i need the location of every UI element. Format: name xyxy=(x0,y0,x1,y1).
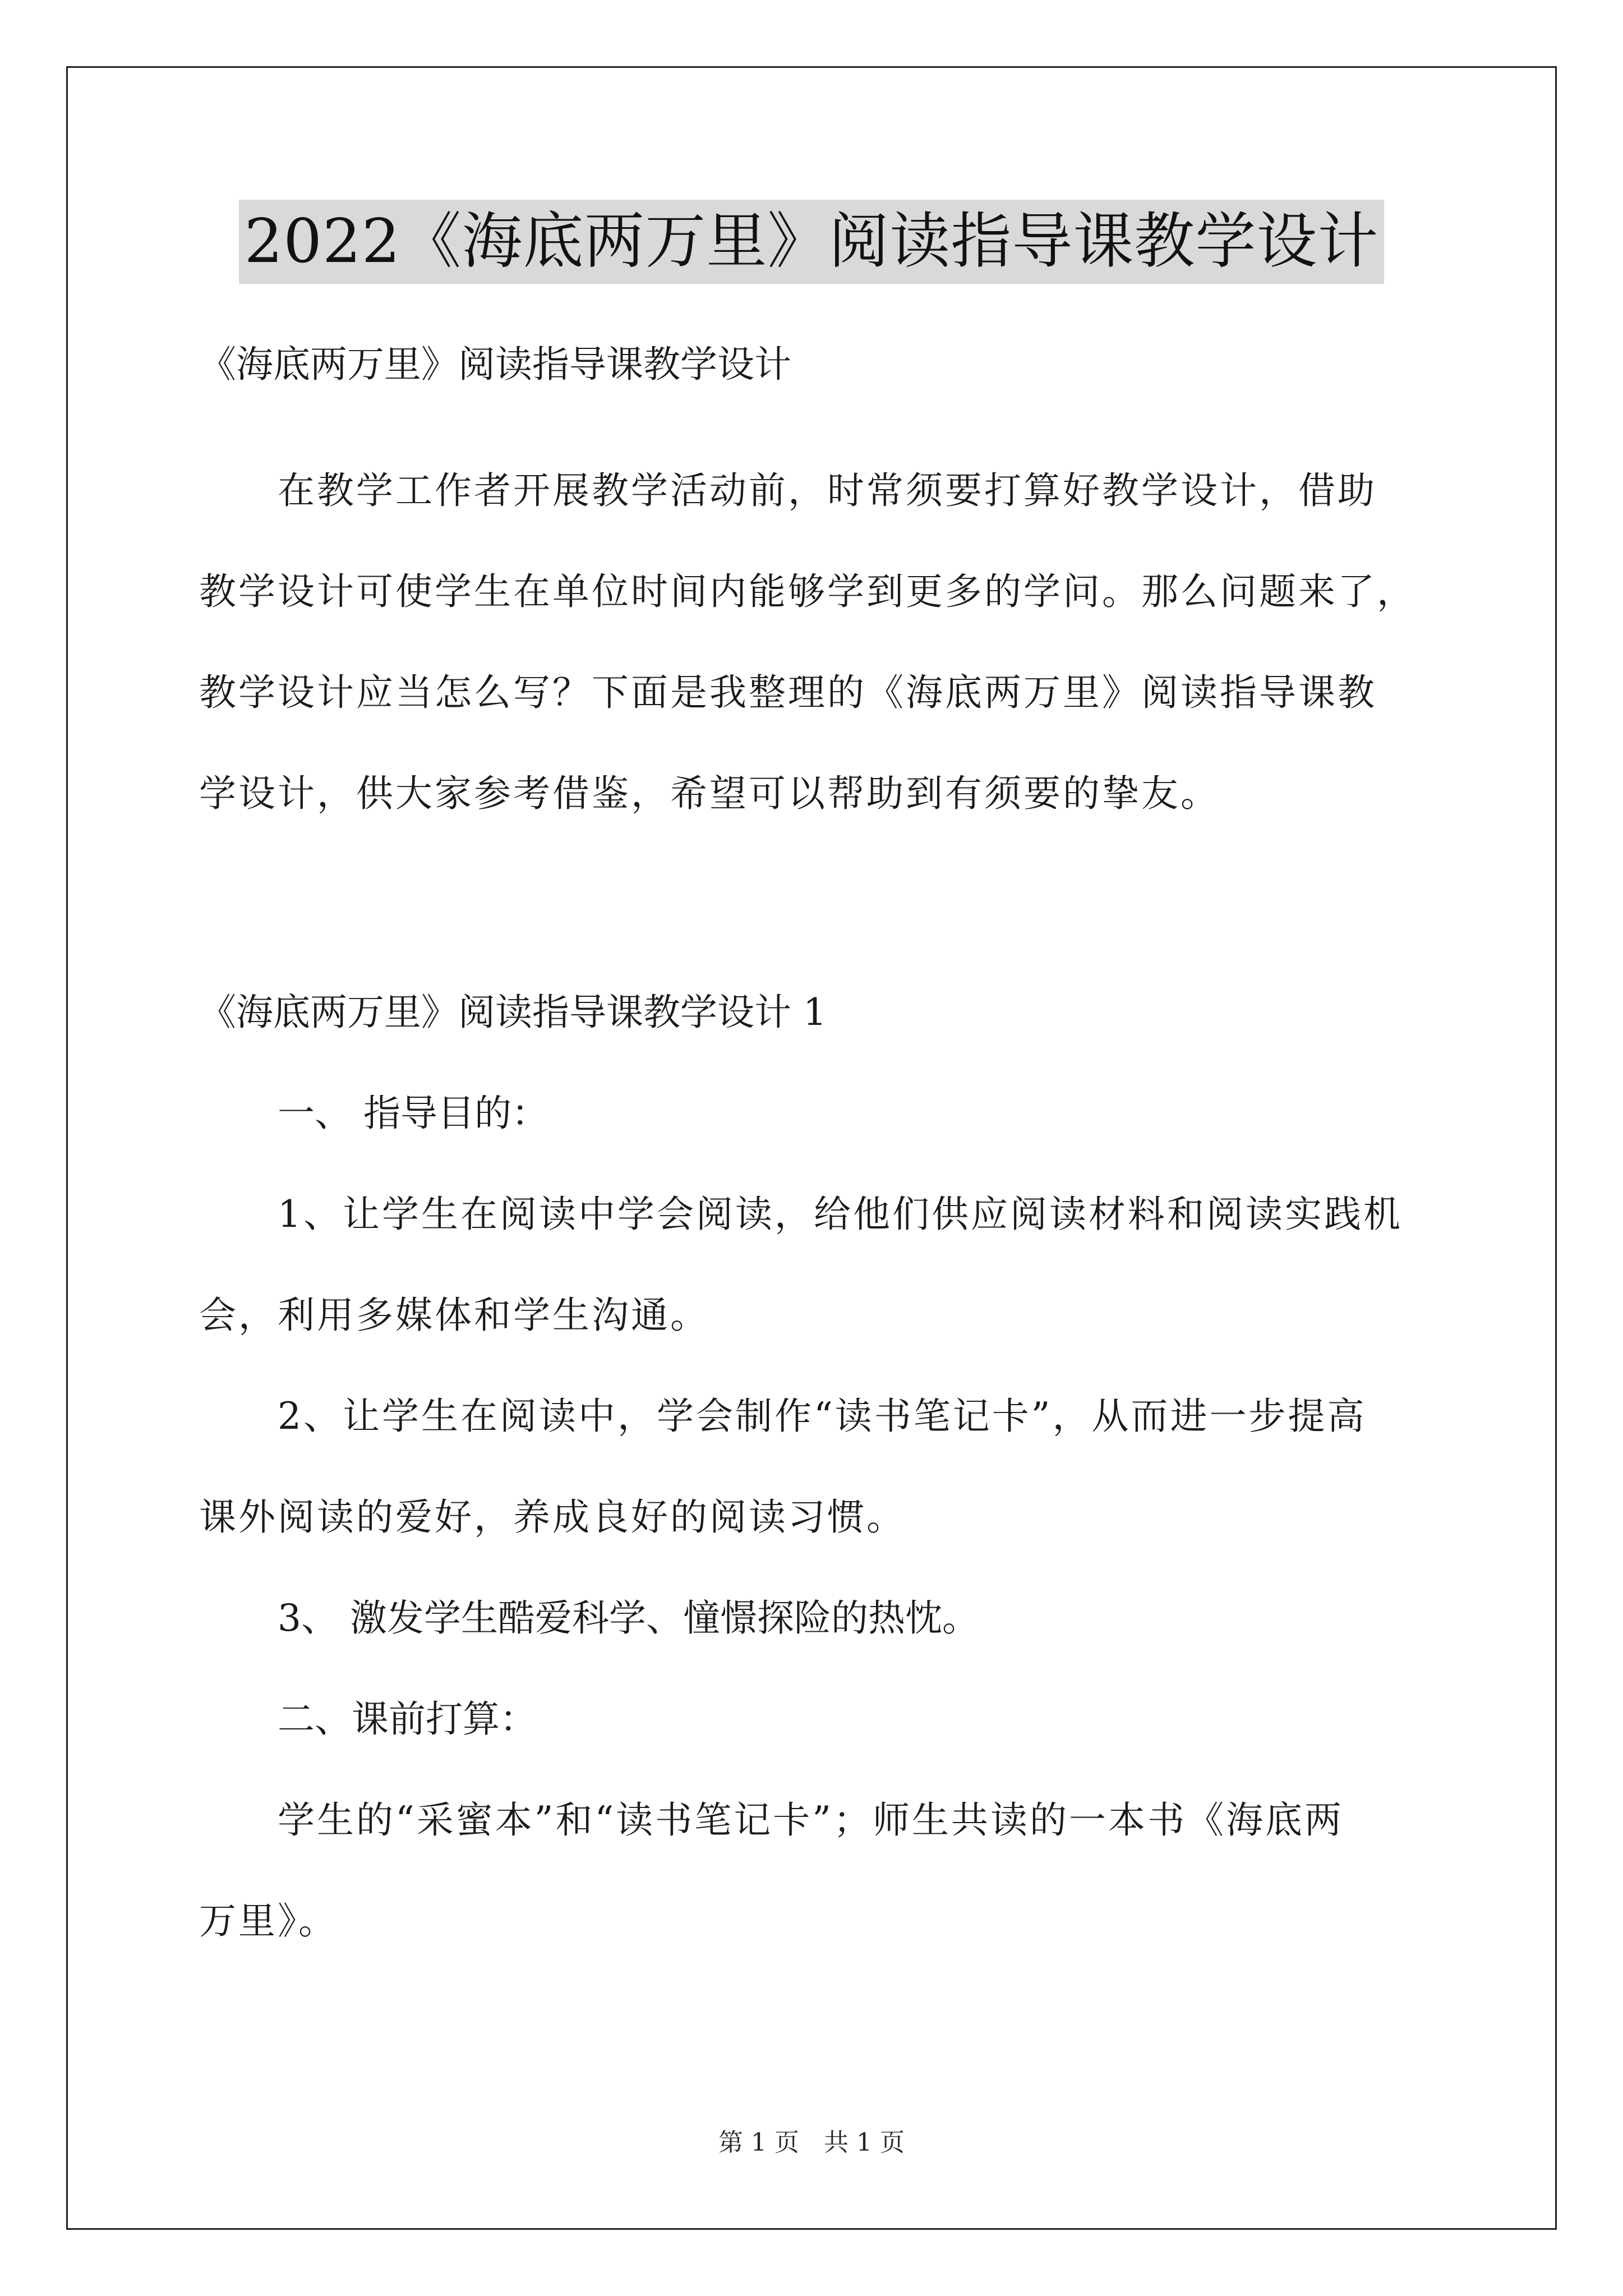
part2-heading: 二、课前打算： xyxy=(278,1697,537,1741)
intro-line: 教学设计应当怎么写？下面是我整理的《海底两万里》阅读指导课教 xyxy=(199,671,1377,714)
intro-line: 学设计，供大家参考借鉴，希望可以帮助到有须要的挚友。 xyxy=(199,772,1220,815)
document-title: 2022《海底两万里》阅读指导课教学设计 xyxy=(239,200,1385,284)
goal1-line: 1、让学生在阅读中学会阅读，给他们供应阅读材料和阅读实践机 xyxy=(278,1193,1403,1236)
page-footer xyxy=(0,2126,1623,2160)
intro-paragraph xyxy=(199,440,1433,844)
subtitle: 《海底两万里》阅读指导课教学设计 xyxy=(199,343,791,386)
section-heading: 《海底两万里》阅读指导课教学设计 1 xyxy=(199,991,827,1034)
goal2-line: 2、让学生在阅读中，学会制作“读书笔记卡”，从而进一步提高 xyxy=(278,1395,1367,1438)
page-number: 第 1 页 共 1 页 xyxy=(718,2128,905,2157)
title-container xyxy=(0,200,1623,284)
part1-heading: 一、 指导目的： xyxy=(278,1092,548,1135)
intro-line: 在教学工作者开展教学活动前，时常须要打算好教学设计，借助 xyxy=(278,469,1377,512)
prep-line: 万里》。 xyxy=(199,1899,338,1943)
goal1-line: 会，利用多媒体和学生沟通。 xyxy=(199,1294,709,1337)
goal3: 3、 激发学生酷爱科学、憧憬探险的热忱。 xyxy=(278,1596,979,1640)
prep-paragraph xyxy=(199,1770,1433,1972)
intro-line: 教学设计可使学生在单位时间内能够学到更多的学问。那么问题来了， xyxy=(199,570,1416,613)
prep-line: 学生的“采蜜本”和“读书笔记卡”；师生共读的一本书《海底两 xyxy=(278,1798,1344,1842)
goal1-paragraph xyxy=(199,1164,1433,1366)
goal2-line: 课外阅读的爱好，养成良好的阅读习惯。 xyxy=(199,1496,906,1539)
goal2-paragraph xyxy=(199,1366,1433,1568)
